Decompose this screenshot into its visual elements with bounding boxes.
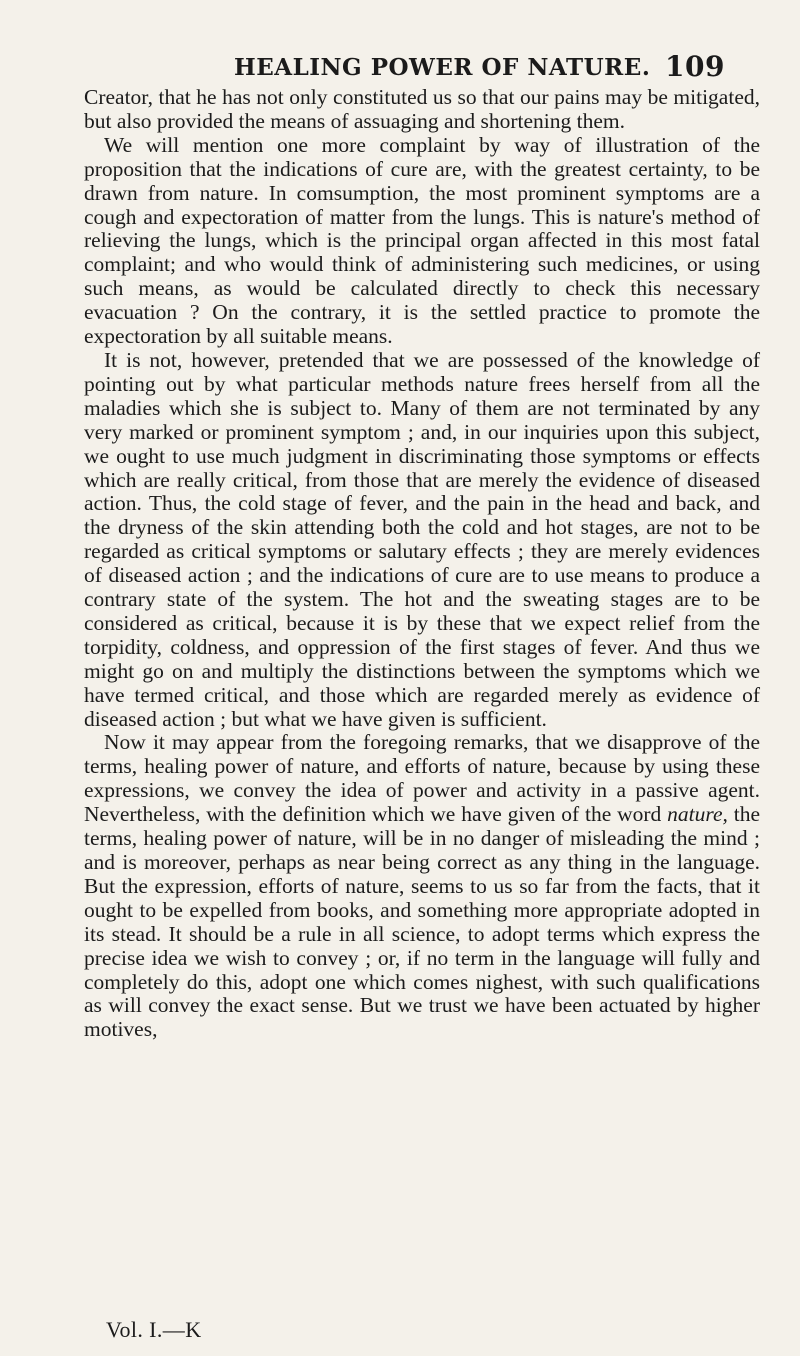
running-head bbox=[84, 48, 755, 88]
page-number: 109 bbox=[665, 50, 725, 83]
signature-mark: Vol. I.—K bbox=[106, 1317, 202, 1342]
paragraph-4-text-b: the terms, healing power of nature, will be in no danger of misleading the mind ; and is moreover, perhaps as near being correct as any thing in the language. But the expression, efforts of nature, seems to us so far from the facts, that it ought to be expelled from books, and something more appropriate adopted in its stead. It should be a rule in all science, to adopt terms which express the precise idea we wish to convey ; or, if no term in the language will fully and completely do this, adopt one which comes nighest, with such qualifications as will convey the exact sense. But we trust we have been actuated by higher motives, bbox=[84, 802, 761, 1042]
paragraph-1: Creator, that he has not only constituted us so that our pains may be mitigated, but also provided the means of assuaging and shortening them. bbox=[84, 85, 760, 133]
running-title: HEALING POWER OF NATURE. bbox=[234, 54, 651, 81]
paragraph-4 bbox=[84, 731, 760, 1042]
paragraph-3: It is not, however, pretended that we are possessed of the knowledge of pointing out by what particular methods nature frees herself from all the maladies which she is subject to. Many of them are not terminated by any very marked or prominent symptom ; and, in our inquiries upon this subject, we ought to use much judgment in discriminating those symptoms or effects which are really critical, from those that are merely the evidence of diseased action. Thus, the cold stage of fever, and the pain in the head and back, and the dryness of the skin attending both the cold and hot stages, are not to be regarded as critical symptoms or salutary effects ; they are merely evidences of diseased action ; and the indications of cure are to use means to produce a contrary state of the system. The hot and the sweating stages are to be considered as critical, because it is by these that we expect relief from the torpidity, coldness, and oppression of the first stages of fever. And thus we might go on and multiply the distinctions between the symptoms which we have termed critical, and those which are regarded merely as evidence of diseased action ; but what we have given is sufficient. bbox=[84, 347, 760, 731]
paragraph-2: We will mention one more complaint by way of illustration of the proposition that the indications of cure are, with the greatest certainty, to be drawn from nature. In comsumption, the most prominent symptoms are a cough and expectoration of matter from the lungs. This is nature's method of relieving the lungs, which is the principal organ affected in this most fatal complaint; and who would think of administering such medicines, or using such means, as would be calculated directly to check this necessary evacuation ? On the contrary, it is the settled practice to promote the expectoration by all suitable means. bbox=[84, 132, 760, 349]
body-text bbox=[84, 86, 760, 1042]
emphasized-word-nature: nature, bbox=[667, 802, 728, 827]
paragraph-4-text-a: Now it may appear from the foregoing remarks, that we disapprove of the terms, healing power of nature, and efforts of nature, because by using these expressions, we convey the idea of power and activity in a passive agent. Nevertheless, with the definition which we have given of the word bbox=[84, 730, 760, 827]
